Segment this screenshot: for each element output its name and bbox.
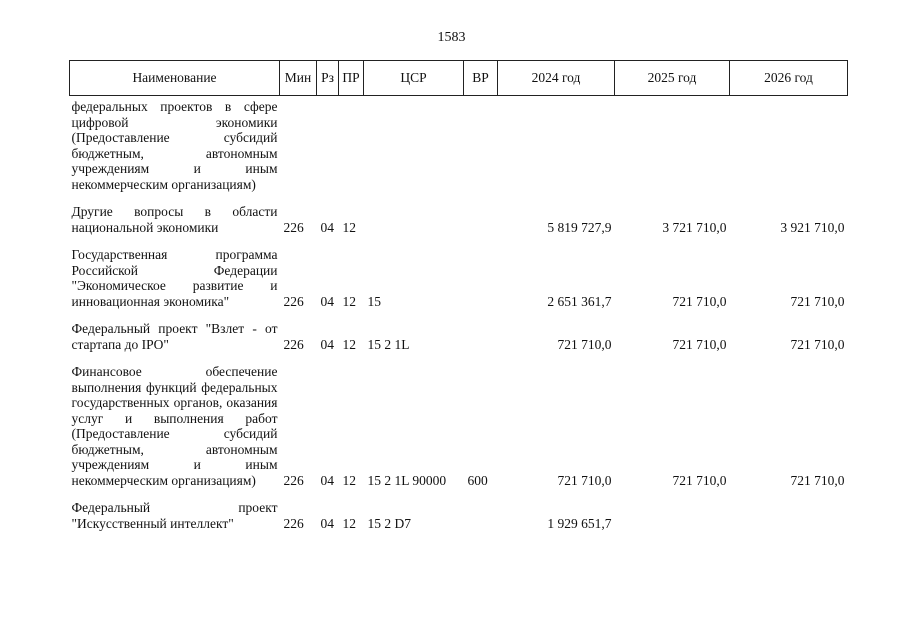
row-2025: 721 710,0 [672,293,727,309]
row-spacer [70,488,848,497]
row-spacer [70,352,848,361]
row-2025 [615,497,730,531]
header-2025: 2025 год [615,61,730,96]
row-min: 226 [283,515,304,531]
page-number: 1583 [437,30,466,45]
budget-table [69,60,848,531]
row-2024: 2 651 361,7 [547,293,612,309]
row-vr [464,318,498,352]
row-spacer [70,235,848,244]
row-vr [464,201,498,235]
header-pr: ПР [339,61,364,96]
row-2026 [730,96,848,193]
row-pr [339,96,364,193]
row-name: Финансовое обеспечение выполнения функций федеральных государственных органов, оказания услуг и выполнения работ (Предоставление субсидий бюджетным, автономным учреждениям и иным некоммерческим организациям) [71,364,278,488]
header-2024: 2024 год [498,61,615,96]
row-rz: 04 [320,472,334,488]
table-header-row [70,61,848,96]
table-row [70,201,848,235]
row-name: Федеральный проект "Искусственный интеллект" [71,500,278,531]
row-rz: 04 [320,515,334,531]
table-row [70,318,848,352]
row-vr [464,497,498,531]
row-csr: 15 [367,293,381,309]
row-rz: 04 [320,336,334,352]
header-min: Мин [280,61,317,96]
row-csr: 15 2 1L [367,336,410,352]
row-2025: 721 710,0 [672,472,727,488]
row-vr: 600 [467,472,488,488]
row-name: Государственная программа Российской Федерации "Экономическое развитие и инновационная экономика" [71,247,278,309]
header-vr: ВР [464,61,498,96]
row-2024: 5 819 727,9 [547,219,612,235]
table-row [70,497,848,531]
row-rz: 04 [320,219,334,235]
row-spacer [70,192,848,201]
row-name: Другие вопросы в области национальной экономики [71,204,278,235]
row-name: федеральных проектов в сфере цифровой экономики (Предоставление субсидий бюджетным, автономным учреждениям и иным некоммерческим организациям) [71,99,278,192]
table-row [70,244,848,309]
row-min [280,96,317,193]
row-pr: 12 [342,336,356,352]
row-2026: 721 710,0 [790,472,845,488]
row-2024: 721 710,0 [557,472,612,488]
row-2025: 721 710,0 [672,336,727,352]
row-csr: 15 2 D7 [367,515,411,531]
table-row [70,96,848,193]
row-2024 [498,96,615,193]
row-pr: 12 [342,219,356,235]
row-2025 [615,96,730,193]
row-min: 226 [283,293,304,309]
row-name: Федеральный проект "Взлет - от стартапа до IPO" [71,321,278,352]
row-2026 [730,497,848,531]
header-rz: Рз [317,61,339,96]
row-vr [464,96,498,193]
row-pr: 12 [342,515,356,531]
row-rz [317,96,339,193]
header-name: Наименование [70,61,280,96]
row-min: 226 [283,219,304,235]
table-row [70,361,848,488]
row-csr: 15 2 1L 90000 [367,472,447,488]
row-spacer [70,309,848,318]
row-pr: 12 [342,472,356,488]
row-2026: 721 710,0 [790,293,845,309]
row-2024: 721 710,0 [557,336,612,352]
row-2026: 3 921 710,0 [780,219,845,235]
header-csr: ЦСР [364,61,464,96]
row-min: 226 [283,472,304,488]
row-csr [364,96,464,193]
row-csr [364,201,464,235]
row-min: 226 [283,336,304,352]
row-vr [464,244,498,309]
row-2024: 1 929 651,7 [547,515,612,531]
row-rz: 04 [320,293,334,309]
row-pr: 12 [342,293,356,309]
row-2026: 721 710,0 [790,336,845,352]
header-2026: 2026 год [730,61,848,96]
row-2025: 3 721 710,0 [662,219,727,235]
